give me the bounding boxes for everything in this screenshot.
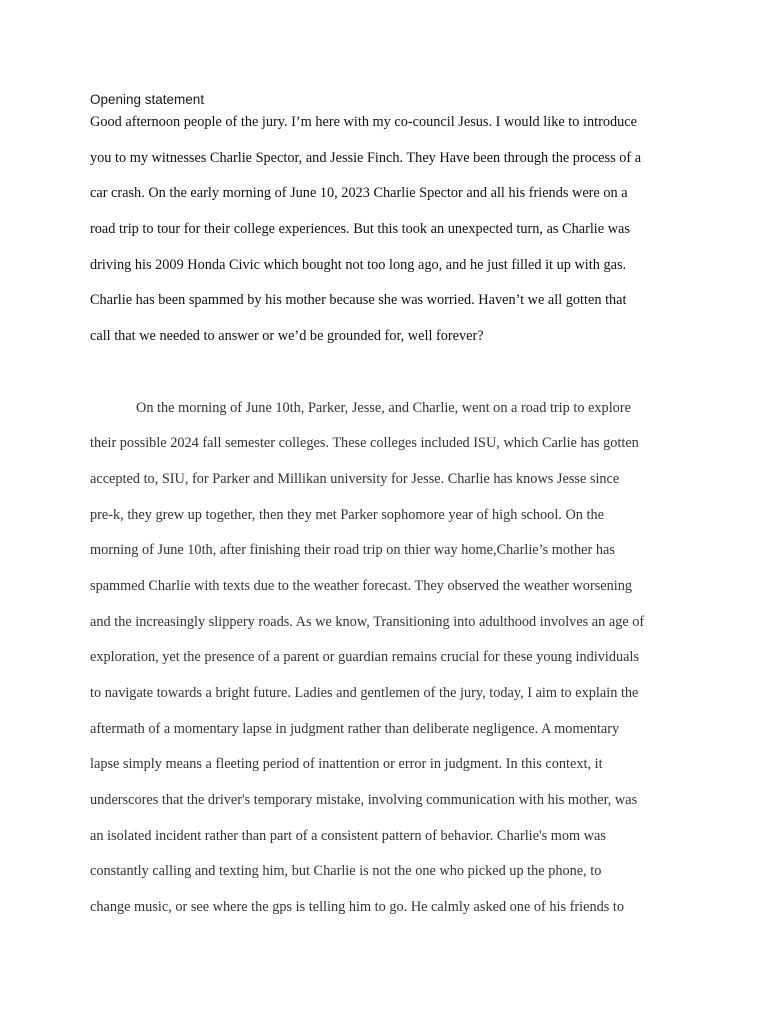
paragraph-line: change music, or see where the gps is telling him to go. He calmly asked one of his friends to bbox=[90, 899, 625, 915]
paragraph-line: aftermath of a momentary lapse in judgment rather than deliberate negligence. A momentary bbox=[90, 721, 620, 737]
paragraph-line: their possible 2024 fall semester colleges. These colleges included ISU, which Carlie has gotten bbox=[90, 435, 639, 451]
paragraph-line: call that we needed to answer or we’d be grounded for, well forever? bbox=[90, 328, 484, 344]
paragraph-line: you to my witnesses Charlie Spector, and Jessie Finch. They Have been through the process of a bbox=[90, 150, 642, 166]
document-heading: Opening statement bbox=[90, 92, 205, 107]
paragraph-line: constantly calling and texting him, but Charlie is not the one who picked up the phone, to bbox=[90, 863, 602, 879]
paragraph-line: morning of June 10th, after finishing their road trip on thier way home,Charlie’s mother has bbox=[90, 542, 615, 558]
paragraph-line: Charlie has been spammed by his mother because she was worried. Haven’t we all gotten that bbox=[90, 292, 627, 308]
paragraph-line: Good afternoon people of the jury. I’m here with my co-council Jesus. I would like to introduce bbox=[90, 114, 637, 130]
paragraph-line: pre-k, they grew up together, then they met Parker sophomore year of high school. On the bbox=[90, 507, 604, 523]
paragraph-line: lapse simply means a fleeting period of inattention or error in judgment. In this context, it bbox=[90, 756, 603, 772]
paragraph-line: exploration, yet the presence of a parent or guardian remains crucial for these young individuals bbox=[90, 649, 640, 665]
paragraph-line: an isolated incident rather than part of a consistent pattern of behavior. Charlie's mom was bbox=[90, 828, 606, 844]
paragraph-line: accepted to, SIU, for Parker and Millikan university for Jesse. Charlie has knows Jesse since bbox=[90, 471, 620, 487]
paragraph-line: and the increasingly slippery roads. As we know, Transitioning into adulthood involves an age of bbox=[90, 614, 645, 630]
paragraph-line: driving his 2009 Honda Civic which bought not too long ago, and he just filled it up with gas. bbox=[90, 257, 627, 273]
paragraph-line: spammed Charlie with texts due to the weather forecast. They observed the weather worsening bbox=[90, 578, 633, 594]
paragraph-line: car crash. On the early morning of June 10, 2023 Charlie Spector and all his friends were on a bbox=[90, 185, 628, 201]
paragraph-line: underscores that the driver's temporary mistake, involving communication with his mother, was bbox=[90, 792, 638, 808]
paragraph-line: On the morning of June 10th, Parker, Jesse, and Charlie, went on a road trip to explore bbox=[136, 400, 631, 416]
paragraph-line: to navigate towards a bright future. Ladies and gentlemen of the jury, today, I aim to explain the bbox=[90, 685, 639, 701]
paragraph-line: road trip to tour for their college experiences. But this took an unexpected turn, as Charlie was bbox=[90, 221, 630, 237]
